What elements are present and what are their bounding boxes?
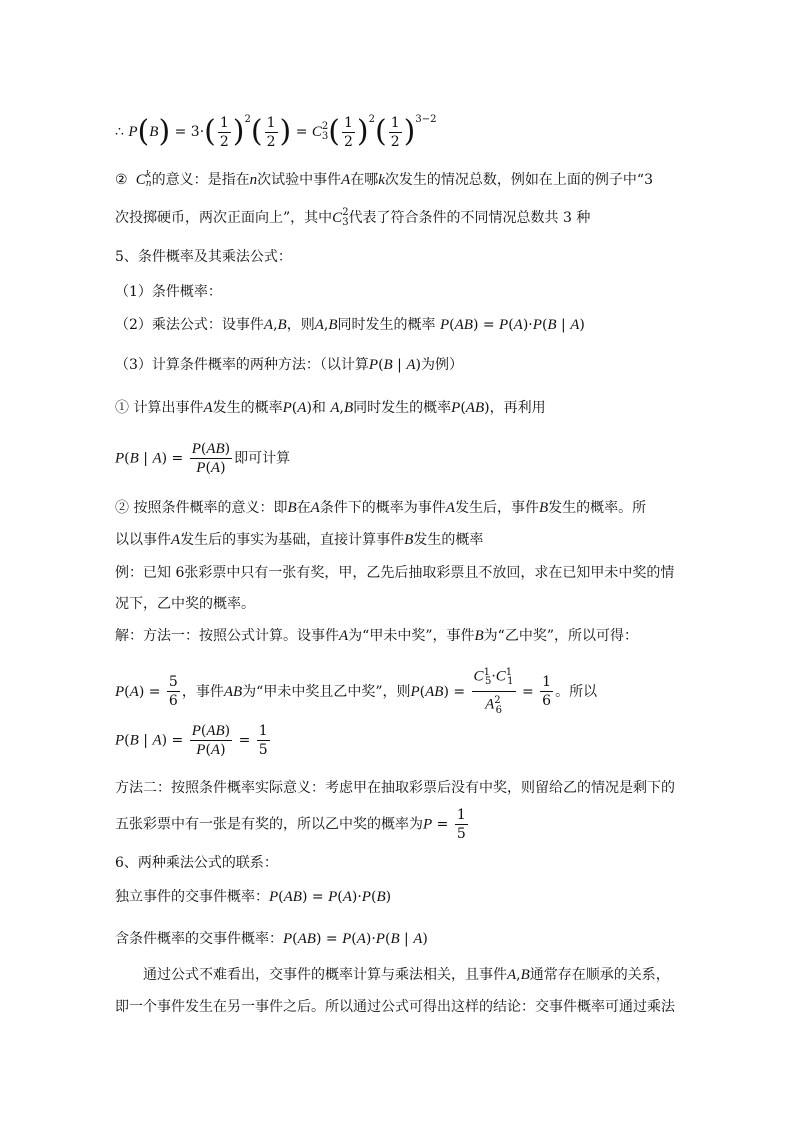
text-line-21: 含条件概率的交事件概率：P(AB) = P(A)·P(B | A) (115, 931, 428, 947)
example-line-2: 况下，乙中奖的概率。 (115, 596, 255, 612)
formula-line-9: P(B | A) = $\frac{P(AB)}{P(A)}$ 即可计算 (115, 441, 291, 476)
text-line-7: （3）计算条件概率的两种方法：（以计算P(B | A)为例） (115, 357, 463, 373)
section-heading-6: 6、两种乘法公式的联系： (115, 855, 278, 871)
text-line-5: （1）条件概率： (115, 284, 222, 300)
text-line-2: ② C k n 的意义：是指在n次试验中事件A在哪k次发生的情况总数，例如在上面的例子中“3 (115, 170, 653, 189)
method-two-line-1: 方法二：按照条件概率实际意义：考虑甲在抽取彩票后没有中奖，则留给乙的情况是剩下的 (115, 780, 675, 796)
solution-line-2: P(A) = $\frac{5}{6}$ ，事件AB为“甲未中奖且乙中奖”，则P(AB) = $\frac{C^1_5\cdot C^1_1}{A^2_6}$ = $\frac{1}{6}$ 。所以 (115, 664, 597, 720)
circled-two: ② (115, 172, 128, 188)
text-line-11: 以以事件A发生后的事实为基础，直接计算事件B发生的概率 (115, 532, 484, 548)
text-line-20: 独立事件的交事件概率：P(AB) = P(A)·P(B) (115, 889, 392, 905)
solution-line-1: 解：方法一：按照公式计算。设事件A为“甲未中奖”，事件B为“乙中奖”，所以可得： (115, 628, 638, 644)
paragraph-line-2: 即一个事件发生在另一事件之后。所以通过公式可得出这样的结论：交事件概率可通过乘法 (115, 999, 675, 1015)
formula-line-16: P(B | A) = $\frac{P(AB)}{P(A)}$ = $\frac{1}{5}$ (115, 723, 268, 758)
example-line-1: 例：已知 6张彩票中只有一张有奖，甲，乙先后抽取彩票且不放回，求在已知甲未中奖的情 (115, 565, 675, 581)
method-two-line-2: 五张彩票中有一张是有奖的，所以乙中奖的概率为P = $\frac{1}{5}$ (115, 807, 466, 842)
text-line-6: （2）乘法公式：设事件A,B，则A,B同时发生的概率 P(AB) = P(A)·P(B | A) (115, 317, 585, 333)
therefore-symbol: ∴ (115, 124, 124, 140)
text-line-10: ② 按照条件概率的意义：即B在A条件下的概率为事件A发生后，事件B发生的概率。所 (115, 500, 647, 516)
text-line-8: ① 计算出事件A发生的概率P(A)和 A,B同时发生的概率P(AB)，再利用 (115, 400, 546, 416)
text-line-3: 次投掷硬币，两次正面向上”，其中C 2 3 代表了符合条件的不同情况总数共 3 种 (115, 207, 591, 228)
section-heading-5: 5、条件概率及其乘法公式： (115, 249, 292, 265)
formula-line-1: ∴ P(B) = 3·( $\frac{1}{2}$ )$^2$( $\frac{1}{2}$ ) = C 2 3 ( $\frac{1}{2}$ )$^2$( $\frac{1}{2}$ )$^{3-2}$ (115, 114, 437, 150)
paragraph-line-1: 通过公式不难看出，交事件的概率计算与乘法相关，且事件A,B通常存在顺承的关系， (143, 967, 670, 983)
